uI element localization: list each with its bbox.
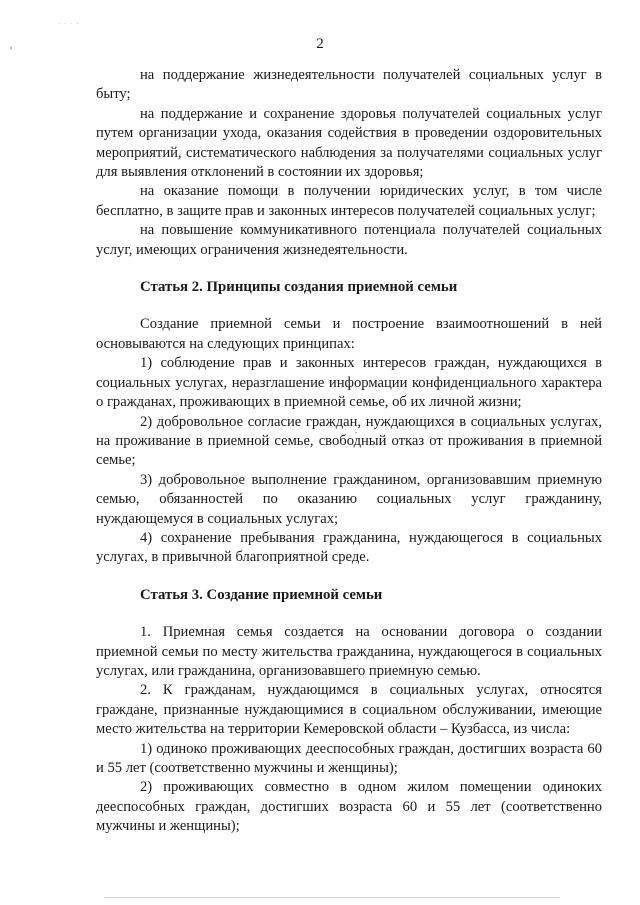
article-3-paragraph: 2. К гражданам, нуждающимся в социальных услугах, относятся граждане, признанные нуждающимися в социальном обслуживании, имеющие место жительства на территории Кемеровской области – Кузбасса, из числа: — [96, 682, 602, 738]
intro-item: на повышение коммуникативного потенциала получателей социальных услуг, имеющих ограничения жизнедеятельности. — [96, 222, 602, 258]
principle-item: 1) соблюдение прав и законных интересов граждан, нуждающихся в социальных услугах, неразглашение информации конфиденциального характера о гражданах, проживающих в приемной семье, об их личной жизни; — [96, 355, 602, 411]
article-3-paragraph: 1. Приемная семья создается на основании договора о создании приемной семьи по месту жительства гражданина, нуждающегося в социальных услугах, или гражданина, организовавшего приемную семью. — [96, 624, 602, 679]
scan-bottom-edge — [104, 897, 560, 898]
article-2-heading: Статья 2. Принципы создания приемной семьи — [140, 279, 458, 296]
article-3-subitem: 2) проживающих совместно в одном жилом помещении одиноких дееспособных граждан, достигших возраста 60 и 55 лет (соответственно мужчины и женщины); — [96, 779, 602, 835]
intro-item: на поддержание жизнедеятельности получателей социальных услуг в быту; — [96, 67, 602, 103]
scan-mark: · · · · — [58, 20, 80, 28]
article-2-lead: Создание приемной семьи и построение взаимоотношений в ней основываются на следующих принципах: — [96, 316, 602, 352]
principle-item: 4) сохранение пребывания гражданина, нуждающегося в социальных услугах, в привычной благоприятной среде. — [96, 529, 602, 566]
page-number: 2 — [316, 36, 324, 52]
intro-item: на оказание помощи в получении юридических услуг, в том числе бесплатно, в защите прав и законных интересов получателей социальных услуг; — [96, 183, 602, 219]
principle-item: 2) добровольное согласие граждан, нуждающихся в социальных услугах, на проживание в приемной семье, свободный отказ от проживания в приемной семье; — [96, 413, 602, 469]
article-3-subitem: 1) одиноко проживающих дееспособных граждан, достигших возраста 60 и 55 лет (соответственно мужчины и женщины); — [96, 740, 602, 776]
intro-item: на поддержание и сохранение здоровья получателей социальных услуг путем организации ухода, оказания содействия в проведении оздоровительных мероприятий, систематического наблюдения за получателями социальных услуг для выявления отклонений в состоянии их здоровья; — [96, 105, 602, 181]
principle-item: 3) добровольное выполнение гражданином, организовавшим приемную семью, обязанностей по оказанию социальных услуг гражданину, нуждающемуся в социальных услугах; — [96, 471, 602, 527]
document-body — [96, 66, 602, 837]
article-3-heading: Статья 3. Создание приемной семьи — [140, 586, 383, 603]
